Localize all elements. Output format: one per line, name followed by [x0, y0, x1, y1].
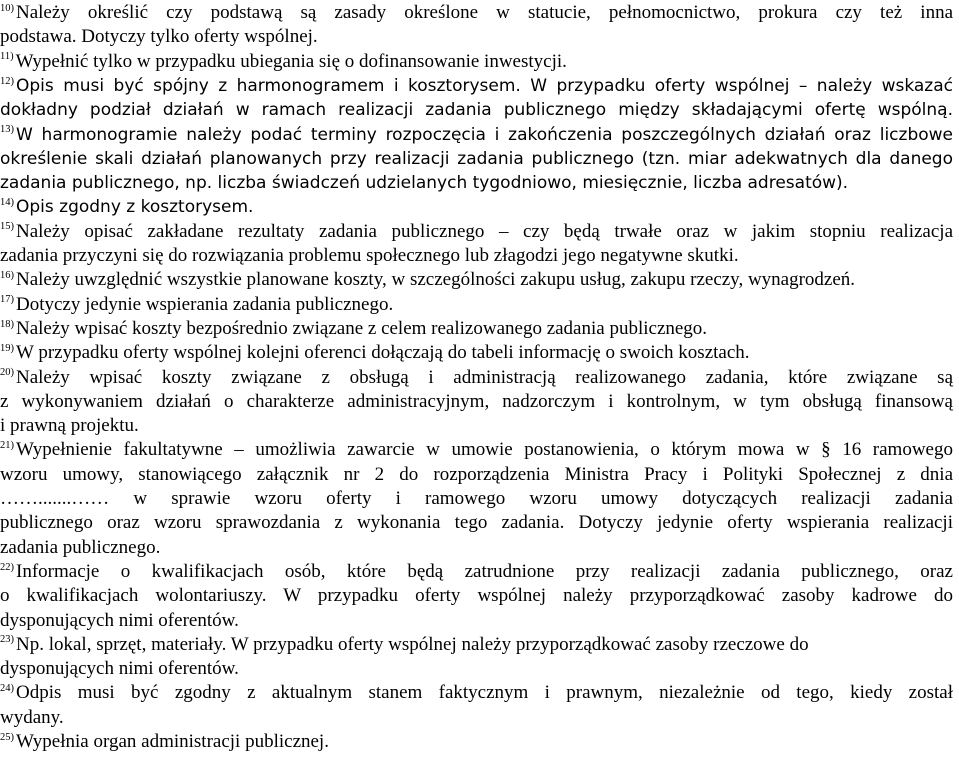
footnote-line: [0, 74, 953, 98]
footnote-text: Należy wpisać koszty związane z obsługą i administracją realizowanego zadania, które związane są: [16, 366, 953, 388]
footnote-line: [0, 25, 953, 49]
footnote-line: [0, 98, 953, 122]
footnote-text: zadania publicznego.: [0, 536, 161, 558]
footnote-text: Dotyczy jedynie wspierania zadania publicznego.: [16, 293, 394, 315]
footnote-line: [0, 171, 953, 195]
footnote-line: [0, 220, 953, 244]
footnote-line: [0, 633, 953, 657]
footnote-line: [0, 414, 953, 438]
footnote-number: 14): [0, 197, 14, 209]
footnote-line: [0, 195, 953, 219]
footnote-text: …….......…… w sprawie wzoru oferty i ramowego wzoru umowy dotyczących realizacji zadania: [0, 488, 953, 509]
footnote-number: 11): [0, 51, 14, 63]
footnote-line: [0, 317, 953, 341]
footnote-line: [0, 584, 953, 608]
footnote-text: wzoru umowy, stanowiącego załącznik nr 2 do rozporządzenia Ministra Pracy i Polityki Społecznej z dnia: [0, 463, 953, 485]
footnote-text: Opis zgodny z kosztorysem.: [16, 197, 254, 218]
footnote-text: dokładny podział działań w ramach realizacji zadania publicznego między składającymi ofertę wspólną.: [0, 100, 953, 121]
footnote-text: Wypełnia organ administracji publicznej.: [16, 731, 329, 752]
footnote-text: Informacje o kwalifikacjach osób, które będą zatrudnione przy realizacji zadania publicznego, oraz: [16, 560, 953, 582]
footnote-line: [0, 560, 953, 584]
footnote-text: o kwalifikacjach wolontariuszy. W przypadku oferty wspólnej należy przyporządkować zasoby kadrowe do: [0, 585, 953, 607]
footnote-number: 17): [0, 294, 14, 306]
footnote-line: [0, 487, 953, 511]
footnote-text: Opis musi być spójny z harmonogramem i kosztorysem. W przypadku oferty wspólnej – należy wskazać: [16, 75, 953, 96]
footnote-line: [0, 268, 953, 292]
footnote-line: [0, 511, 953, 535]
footnote-line: [0, 50, 953, 74]
footnote-line: [0, 706, 953, 730]
footnote-text: Należy wpisać koszty bezpośrednio związane z celem realizowanego zadania publicznego.: [16, 317, 708, 339]
footnote-number: 20): [0, 367, 14, 379]
footnote-line: [0, 657, 953, 681]
footnote-text: Odpis musi być zgodny z aktualnym stanem faktycznym i prawnym, niezależnie od tego, kiedy został: [16, 682, 953, 704]
footnote-text: zadania publicznego, np. liczba świadczeń udzielanych tygodniowo, miesięcznie, liczba adresatów).: [0, 173, 849, 194]
footnote-text: dysponujących nimi oferentów.: [0, 609, 239, 631]
footnote-line: [0, 681, 953, 705]
footnote-line: [0, 147, 953, 171]
footnote-number: 13): [0, 124, 14, 136]
footnote-number: 22): [0, 561, 14, 573]
footnote-text: podstawa. Dotyczy tylko oferty wspólnej.: [0, 26, 318, 48]
footnote-line: [0, 293, 953, 317]
footnote-text: zadania przyczyni się do rozwiązania problemu społecznego lub złagodzi jego negatywne skutki.: [0, 245, 739, 266]
footnote-number: 15): [0, 221, 14, 233]
footnote-text: Wypełnić tylko w przypadku ubiegania się o dofinansowanie inwestycji.: [15, 50, 567, 72]
footnote-text: i prawną projektu.: [0, 415, 139, 437]
footnote-number: 18): [0, 318, 14, 330]
footnote-number: 25): [0, 731, 14, 743]
footnote-number: 16): [0, 269, 14, 281]
footnote-text: W przypadku oferty wspólnej kolejni oferenci dołączają do tabeli informację o swoich kosztach.: [16, 342, 750, 364]
footnote-line: [0, 390, 953, 414]
footnote-line: [0, 730, 953, 754]
footnote-line: [0, 244, 953, 268]
footnote-text: wydany.: [0, 706, 64, 728]
footnote-line: [0, 123, 953, 147]
footnote-text: Należy określić czy podstawą są zasady określone w statucie, pełnomocnictwo, prokura czy też inna: [16, 2, 953, 23]
footnote-text: Np. lokal, sprzęt, materiały. W przypadku oferty wspólnej należy przyporządkować zasoby rzeczowe do: [16, 633, 809, 655]
footnote-number: 24): [0, 683, 14, 695]
footnote-line: [0, 609, 953, 633]
footnote-number: 23): [0, 634, 14, 646]
footnote-number: 10): [0, 2, 14, 14]
footnote-text: Wypełnienie fakultatywne – umożliwia zawarcie w umowie postanowienia, o którym mowa w § 16 ramowego: [16, 439, 953, 461]
footnote-number: 19): [0, 342, 14, 354]
footnote-text: z wykonywaniem działań o charakterze administracyjnym, nadzorczym i kontrolnym, w tym obsługą finansową: [0, 390, 953, 412]
footnote-line: [0, 366, 953, 390]
footnote-text: W harmonogramie należy podać terminy rozpoczęcia i zakończenia poszczególnych działań oraz liczbowe: [16, 124, 953, 145]
footnote-text: Należy opisać zakładane rezultaty zadania publicznego – czy będą trwałe oraz w jakim stopniu realizacja: [16, 220, 953, 242]
footnote-number: 21): [0, 440, 14, 452]
footnote-line: [0, 438, 953, 462]
footnote-text: Należy uwzględnić wszystkie planowane koszty, w szczególności zakupu usług, zakupu rzeczy, wynagrodzeń.: [16, 269, 856, 291]
footnote-line: [0, 536, 953, 560]
footnote-text: dysponujących nimi oferentów.: [0, 658, 239, 680]
footnote-text: określenie skali działań planowanych przy realizacji zadania publicznego (tzn. miar adekwatnych dla danego: [0, 148, 953, 169]
footnote-line: [0, 341, 953, 365]
footnote-text: publicznego oraz wzoru sprawozdania z wykonania tego zadania. Dotyczy jedynie oferty wspierania realizacji: [0, 512, 953, 534]
footnote-number: 12): [0, 75, 14, 87]
footnote-line: [0, 1, 953, 25]
footnote-line: [0, 463, 953, 487]
